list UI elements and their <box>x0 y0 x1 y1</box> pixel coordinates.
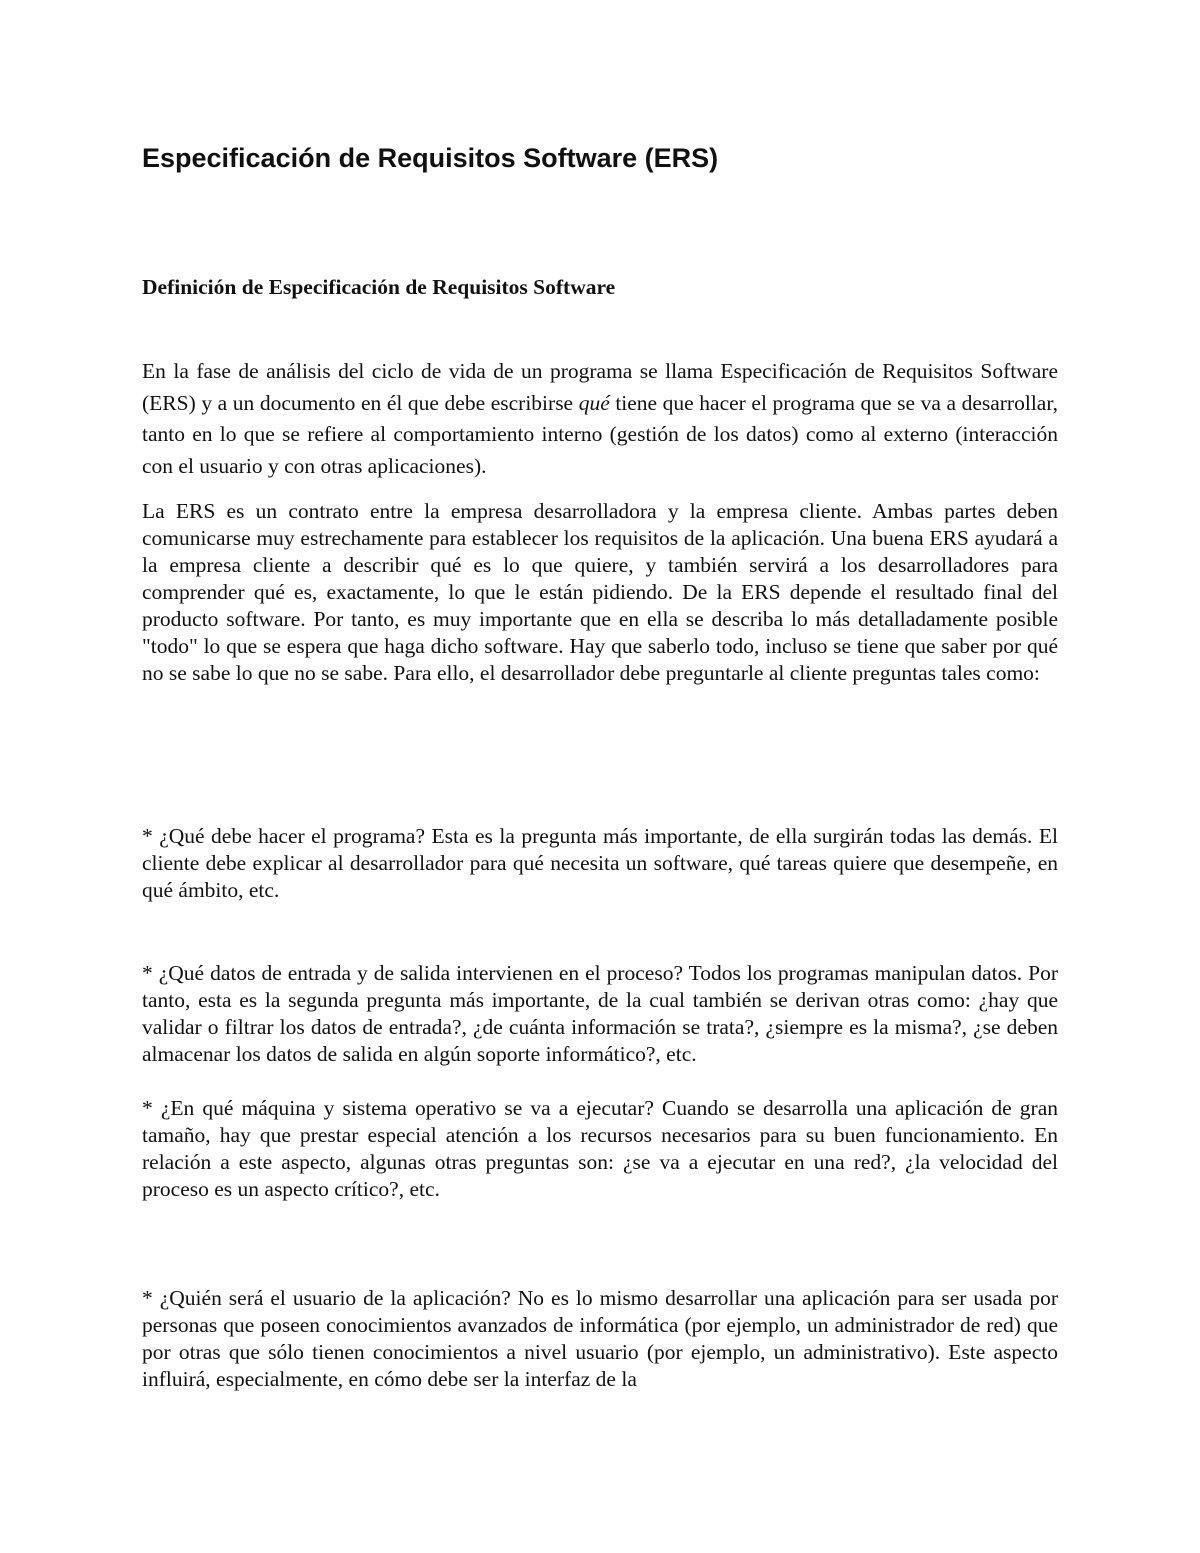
emphasis-que: qué <box>578 390 610 415</box>
paragraph-intro <box>142 356 1058 482</box>
section-heading: Definición de Especificación de Requisitos Software <box>142 275 616 299</box>
question-input-output-data: * ¿Qué datos de entrada y de salida intervienen en el proceso? Todos los programas manipulan datos. Por tanto, esta es la segunda pregunta más importante, de la cual también se derivan otras como: ¿hay que validar o filtrar los datos de entrada?, ¿de cuánta información se trata?, ¿siempre es la misma?, ¿se deben almacenar los datos de salida en algún soporte informático?, etc. <box>142 961 1058 1066</box>
paragraph-intro-text-start: En la fase de análisis del ciclo de vida de un programa se llama Especificación de Requisitos Software (ERS) y a un documento en él que debe escribirse <box>142 359 1058 415</box>
question-user: * ¿Quién será el usuario de la aplicación? No es lo mismo desarrollar una aplicación para ser usada por personas que poseen conocimientos avanzados de informática (por ejemplo, un administrador de red) que por otras que sólo tienen conocimientos a nivel usuario (por ejemplo, un administrativo). Este aspecto influirá, especialmente, en cómo debe ser la interfaz de la <box>142 1286 1058 1391</box>
paragraph-contract: La ERS es un contrato entre la empresa desarrolladora y la empresa cliente. Ambas partes deben comunicarse muy estrechamente para establecer los requisitos de la aplicación. Una buena ERS ayudará a la empresa cliente a describir qué es lo que quiere, y también servirá a los desarrolladores para comprender qué es, exactamente, lo que le están pidiendo. De la ERS depende el resultado final del producto software. Por tanto, es muy importante que en ella se describa lo más detalladamente posible "todo" lo que se espera que haga dicho software. Hay que saberlo todo, incluso se tiene que saber por qué no se sabe lo que no se sabe. Para ello, el desarrollador debe preguntarle al cliente preguntas tales como: <box>142 499 1058 685</box>
question-machine-os: * ¿En qué máquina y sistema operativo se va a ejecutar? Cuando se desarrolla una aplicación de gran tamaño, hay que prestar especial atención a los recursos necesarios para su buen funcionamiento. En relación a este aspecto, algunas otras preguntas son: ¿se va a ejecutar en una red?, ¿la velocidad del proceso es un aspecto crítico?, etc. <box>142 1096 1058 1201</box>
document-title: Especificación de Requisitos Software (ERS) <box>142 143 719 173</box>
paragraph-intro-text-end: tiene que hacer el programa que se va a desarrollar, tanto en lo que se refiere al comportamiento interno (gestión de los datos) como al externo (interacción con el usuario y con otras aplicaciones). <box>142 390 1059 478</box>
question-what-program: * ¿Qué debe hacer el programa? Esta es la pregunta más importante, de ella surgirán todas las demás. El cliente debe explicar al desarrollador para qué necesita un software, qué tareas quiere que desempeñe, en qué ámbito, etc. <box>142 824 1058 902</box>
